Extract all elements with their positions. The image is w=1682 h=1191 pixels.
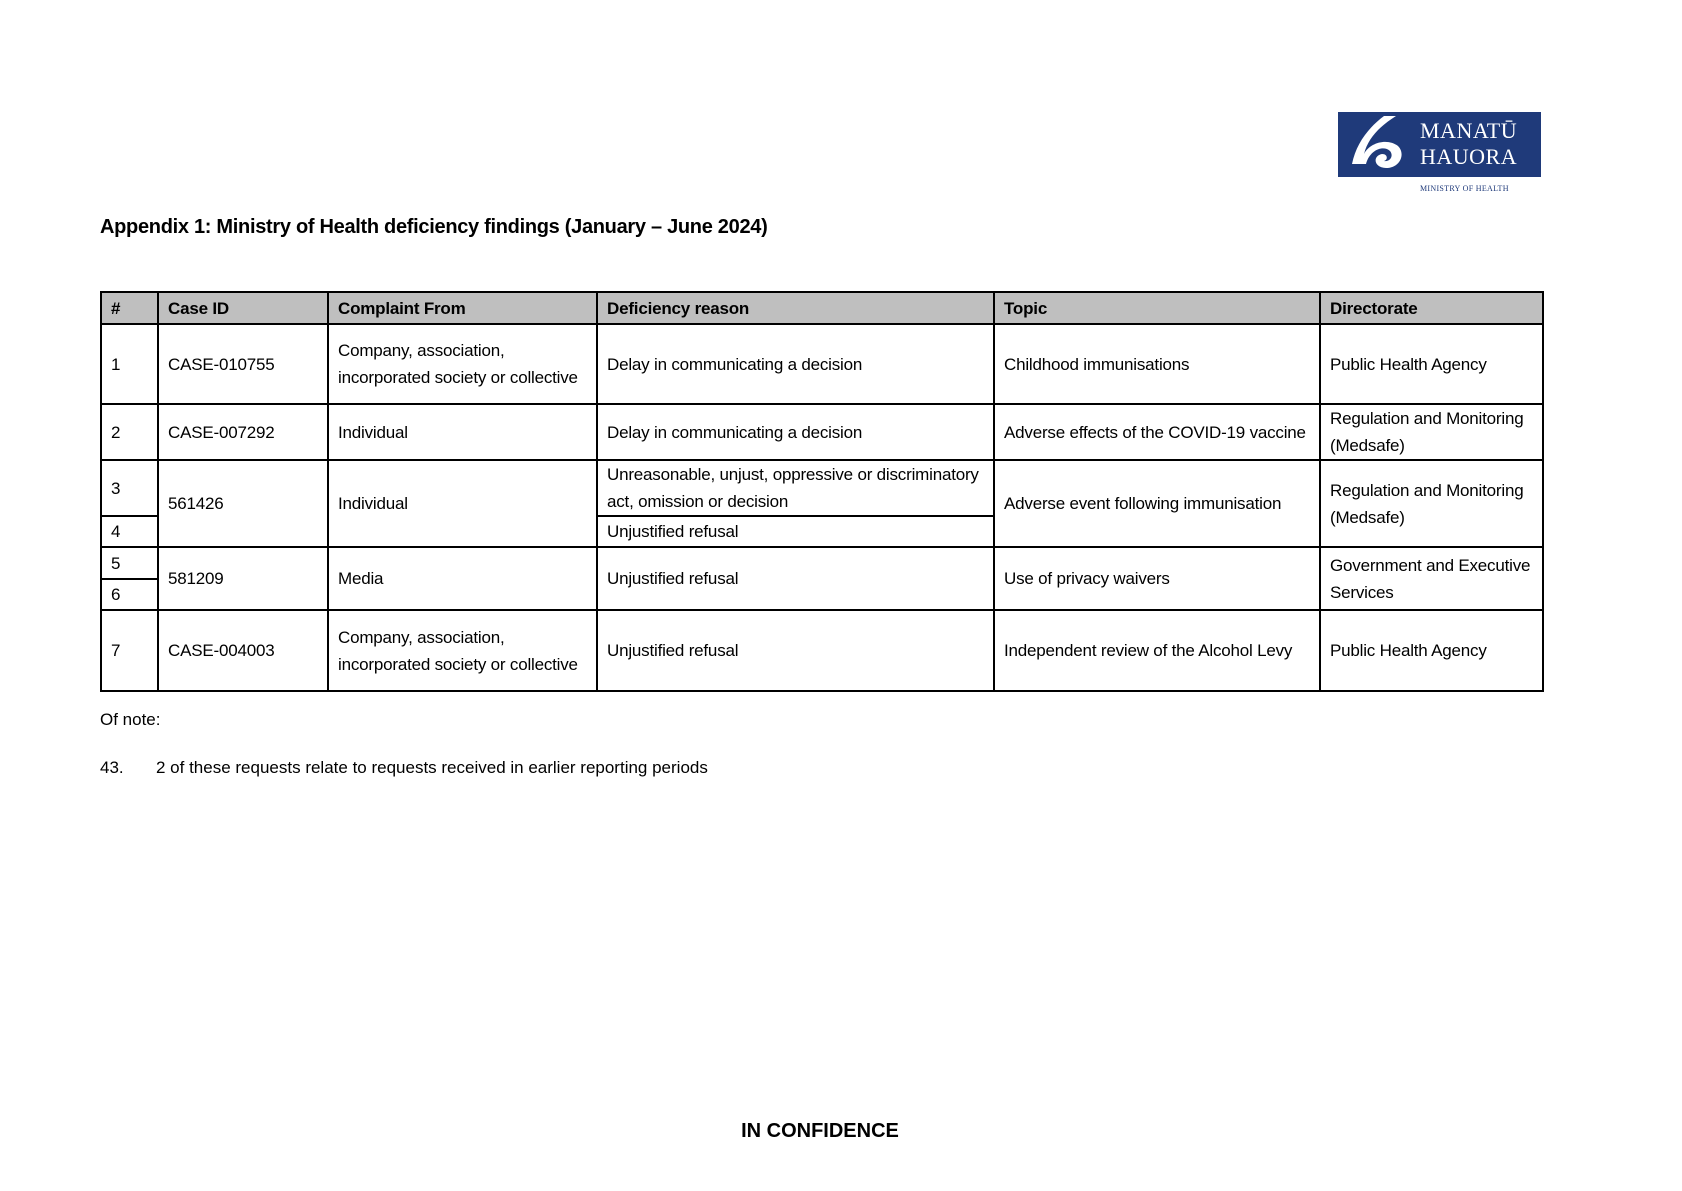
cell-reason: Unjustified refusal (597, 516, 994, 547)
cell-complaint-from: Company, association, incorporated society or collective (328, 324, 597, 404)
koru-icon (1344, 114, 1420, 174)
header-directorate: Directorate (1320, 292, 1543, 324)
cell-topic: Adverse event following immunisation (994, 460, 1320, 547)
cell-complaint-from: Company, association, incorporated society or collective (328, 610, 597, 691)
cell-num: 4 (101, 516, 158, 547)
table-row (101, 610, 1543, 691)
table-row (101, 547, 1543, 579)
paragraph-text: 2 of these requests relate to requests received in earlier reporting periods (156, 758, 708, 777)
cell-reason: Delay in communicating a decision (597, 404, 994, 460)
cell-num: 1 (101, 324, 158, 404)
cell-complaint-from: Individual (328, 460, 597, 547)
logo-line-1: MANATŪ (1420, 118, 1518, 143)
header-deficiency-reason: Deficiency reason (597, 292, 994, 324)
cell-complaint-from: Individual (328, 404, 597, 460)
cell-directorate: Public Health Agency (1320, 610, 1543, 691)
cell-complaint-from: Media (328, 547, 597, 610)
cell-directorate: Public Health Agency (1320, 324, 1543, 404)
cell-directorate: Government and Executive Services (1320, 547, 1543, 610)
cell-num: 7 (101, 610, 158, 691)
table-header-row (101, 292, 1543, 324)
ministry-logo (1338, 112, 1541, 177)
deficiency-table (100, 291, 1544, 692)
cell-topic: Childhood immunisations (994, 324, 1320, 404)
cell-case-id: 581209 (158, 547, 328, 610)
logo-line-2: HAUORA (1420, 144, 1518, 169)
cell-directorate: Regulation and Monitoring (Medsafe) (1320, 460, 1543, 547)
cell-reason: Unjustified refusal (597, 610, 994, 691)
cell-num: 6 (101, 579, 158, 610)
confidentiality-footer: IN CONFIDENCE (741, 1120, 899, 1142)
logo-subtitle: MINISTRY OF HEALTH (1420, 184, 1509, 193)
cell-reason: Unjustified refusal (597, 547, 994, 610)
cell-topic: Independent review of the Alcohol Levy (994, 610, 1320, 691)
paragraph-number: 43. (100, 758, 124, 777)
header-complaint-from: Complaint From (328, 292, 597, 324)
note-label: Of note: (100, 710, 161, 729)
cell-topic: Adverse effects of the COVID-19 vaccine (994, 404, 1320, 460)
cell-case-id: CASE-007292 (158, 404, 328, 460)
table-row (101, 324, 1543, 404)
table-row (101, 404, 1543, 460)
cell-num: 5 (101, 547, 158, 579)
cell-topic: Use of privacy waivers (994, 547, 1320, 610)
cell-case-id: 561426 (158, 460, 328, 547)
cell-directorate: Regulation and Monitoring (Medsafe) (1320, 404, 1543, 460)
header-topic: Topic (994, 292, 1320, 324)
cell-reason: Unreasonable, unjust, oppressive or discriminatory act, omission or decision (597, 460, 994, 516)
cell-reason: Delay in communicating a decision (597, 324, 994, 404)
cell-case-id: CASE-004003 (158, 610, 328, 691)
page-title: Appendix 1: Ministry of Health deficiency findings (January – June 2024) (100, 216, 768, 238)
header-case-id: Case ID (158, 292, 328, 324)
numbered-paragraph (100, 758, 708, 778)
cell-case-id: CASE-010755 (158, 324, 328, 404)
table-row (101, 460, 1543, 516)
header-num: # (101, 292, 158, 324)
cell-num: 3 (101, 460, 158, 516)
cell-num: 2 (101, 404, 158, 460)
